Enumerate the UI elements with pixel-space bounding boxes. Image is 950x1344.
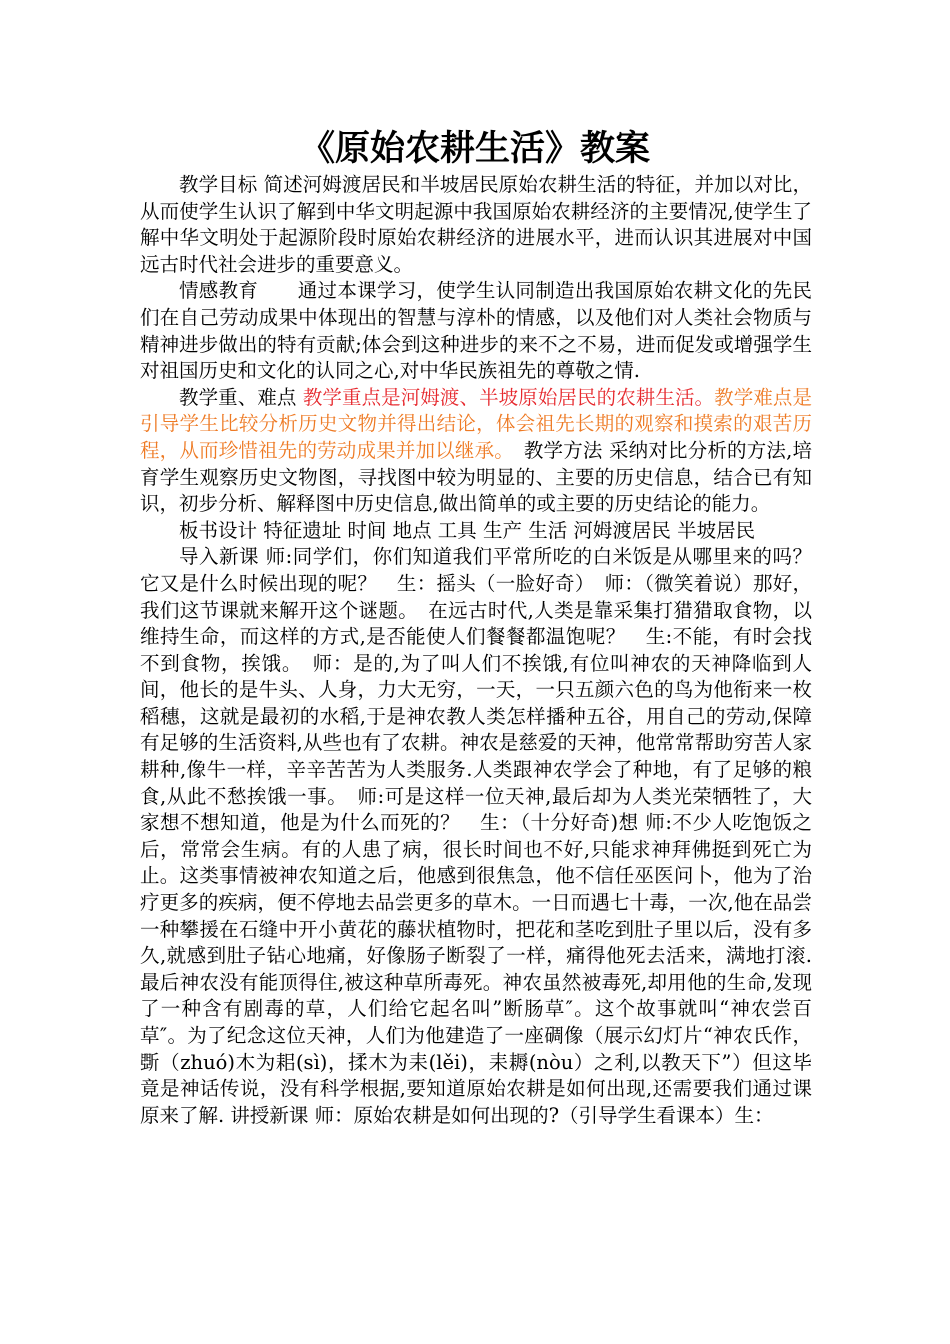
- paragraph-teaching-goals: 教学目标 简述河姆渡居民和半坡居民原始农耕生活的特征，并加以对比，从而使学生认识了解到中华文明起源中我国原始农耕经济的主要情况,使学生了解中华文明处于起源阶段时原始农耕经济的进展水平，进而认识其进展对中国远古时代社会进步的重要意义。: [140, 173, 812, 276]
- key-points-label: 教学重、难点: [179, 385, 303, 409]
- paragraph-key-points: [140, 385, 812, 518]
- difficulty-highlight: 教学难点是引导学生比较分析历史文物并得出结论，体会祖先长期的观察和摸索的艰苦历程，从而珍惜祖先的劳动成果并加以继承。: [140, 385, 812, 462]
- document-title: 《原始农耕生活》教案: [299, 128, 650, 169]
- paragraph-introduction: 导入新课 师:同学们，你们知道我们平常所吃的白米饭是从哪里来的吗？它又是什么时候出现的呢？ 生：摇头（一脸好奇） 师：（微笑着说）那好，我们这节课就来解开这个谜题。 在远古时代,人类是靠采集打猎猎取食物，以维持生命，而这样的方式,是否能使人们餐餐都温饱呢？ 生:不能，有时会找不到食物，挨饿。 师：是的,为了叫人们不挨饿,有位叫神农的天神降临到人间，他长的是牛头、人身，力大无穷，一天，一只五颜六色的鸟为他衔来一枚稻穗，这就是最初的水稻,于是神农教人类怎样播种五谷，用自己的劳动,保障有足够的生活资料,从些也有了农耕。神农是慈爱的天神，他常常帮助穷苦人家耕种,像牛一样，辛辛苦苦为人类服务.人类跟神农学会了种地，有了足够的粮食,从此不愁挨饿一事。 师:可是这样一位天神,最后却为人类光荣牺牲了，大家想不想知道，他是为什么而死的？ 生：（十分好奇)想 师:不少人吃饱饭之后，常常会生病。有的人患了病，很长时间也不好,只能求神拜佛挺到死亡为止。这类事情被神农知道之后，他感到很焦急，他不信任巫医问卜，他为了治疗更多的疾病，便不停地去品尝更多的草木。一日而遇七十毒，一次,他在品尝一种攀援在石缝中开小黄花的藤状植物时，把花和茎吃到肚子里以后，没有多久,就感到肚子钻心地痛，好像肠子断裂了一样，痛得他死去活来，满地打滚.最后神农没有能顶得住,被这种草所毒死。神农虽然被毒死,却用他的生命,发现了一种含有剧毒的草，人们给它起名叫”断肠草″。这个故事就叫“神农尝百草″。为了纪念这位天神，人们为他建造了一座碉像（展示幻灯片“神农氏作，斲（zhuó)木为耜(sì)，揉木为耒(lěi)，耒耨(nòu）之利,以教天下”）但这毕竟是神话传说，没有科学根据,要知道原始农耕是如何出现,还需要我们通过课原来了解. 讲授新课 师：原始农耕是如何出现的?（引导学生看课本）生：: [140, 545, 812, 1127]
- paragraph-board-design: 板书设计 特征遗址 时间 地点 工具 生产 生活 河姆渡居民 半坡居民: [179, 518, 756, 542]
- document-body: [140, 172, 812, 1129]
- teaching-method-text: 教学方法 采纳对比分析的方法,培育学生观察历史文物图，寻找图中较为明显的、主要的历史信息，结合已有知识，初步分析、解释图中历史信息,做出简单的或主要的历史结论的能力。: [140, 438, 812, 516]
- key-point-highlight: 教学重点是河姆渡、半坡原始居民的农耕生活。: [302, 385, 715, 409]
- paragraph-emotional-education: 情感教育 通过本课学习，使学生认同制造出我国原始农耕文化的先民们在自己劳动成果中体现出的智慧与淳朴的情感，以及他们对人类社会物质与精神进步做出的特有贡献;体会到这种进步的来不之不易，进而促发或增强学生对祖国历史和文化的认同之心,对中华民族祖先的尊敬之情.: [140, 279, 812, 383]
